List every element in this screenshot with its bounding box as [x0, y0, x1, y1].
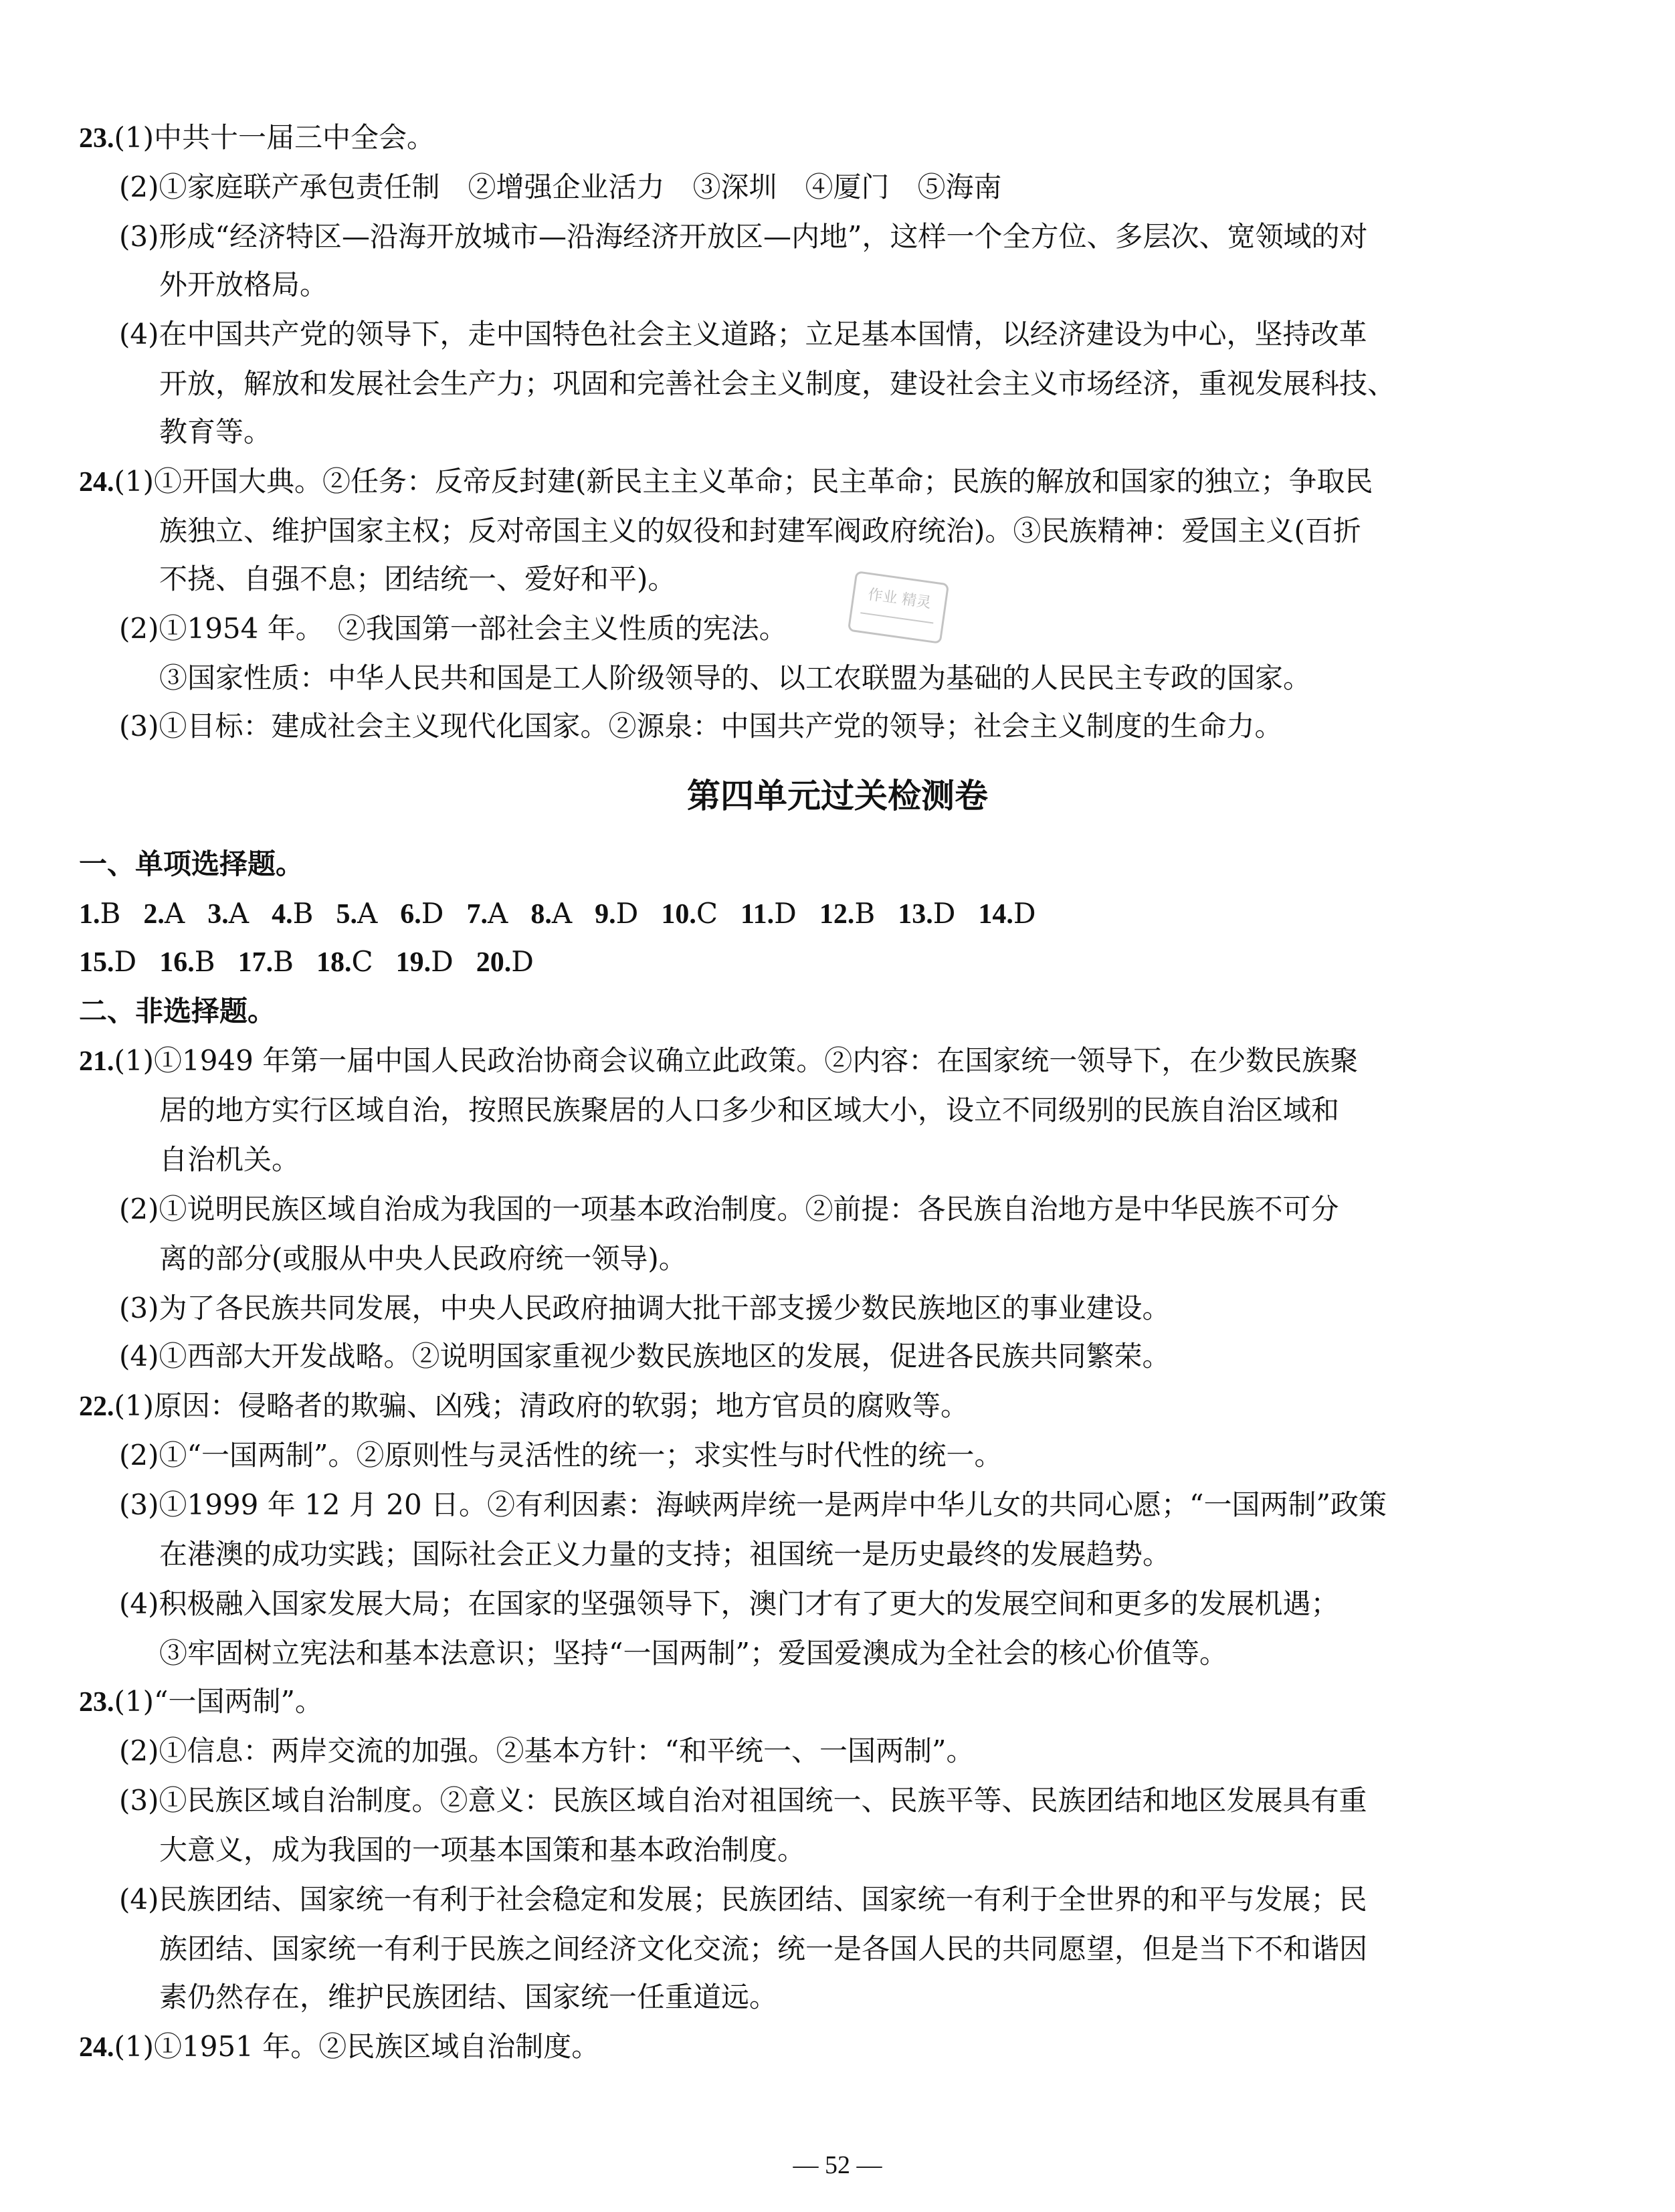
q23-part3: (3)形成“经济特区—沿海开放城市—沿海经济开放区—内地”，这样一个全方位、多层次、宽领域的对 — [119, 220, 1368, 253]
choice-answer — [159, 943, 215, 981]
choice-answer — [336, 895, 377, 933]
choice-answer-letter: A — [357, 897, 378, 930]
choice-answer — [661, 895, 718, 933]
q24-part2-cont: ③国家性质：中华人民共和国是工人阶级领导的、以工农联盟为基础的人民民主专政的国家。 — [159, 662, 1312, 694]
unit-title: 第四单元过关检测卷 — [687, 777, 988, 815]
choice-answer-number: 19. — [395, 947, 431, 978]
u21-part2: (2)①说明民族区域自治成为我国的一项基本政治制度。②前提：各民族自治地方是中华民族不可分 — [119, 1193, 1339, 1225]
choice-answer-number: 5. — [336, 899, 357, 930]
choice-answer — [396, 943, 454, 981]
q23-part4-cont1: 开放，解放和发展社会生产力；巩固和完善社会主义制度，建设社会主义市场经济，重视发展科技、 — [159, 367, 1396, 400]
choice-answer-letter: B — [854, 897, 876, 930]
choice-answer-letter: D — [774, 897, 797, 930]
question-number: 24. — [79, 467, 114, 498]
choice-answer-number: 10. — [661, 899, 696, 930]
q23-part4: (4)在中国共产党的领导下，走中国特色社会主义道路；立足基本国情，以经济建设为中心，坚持改革 — [119, 318, 1367, 350]
choice-answer-letter: D — [511, 945, 534, 978]
u22-part4: (4)积极融入国家发展大局；在国家的坚强领导下，澳门才有了更大的发展空间和更多的发展机遇； — [119, 1587, 1339, 1620]
q24-part1: 24.(1)①开国大典。②任务：反帝反封建(新民主主义革命；民主革命；民族的解放和国家的独立；争取民 — [79, 465, 1373, 498]
question-number: 21. — [79, 1046, 114, 1077]
u24-part1: 24.(1)①1951 年。②民族区域自治制度。 — [79, 2030, 600, 2063]
choice-answer-number: 1. — [79, 899, 100, 930]
choice-answer-letter: D — [431, 945, 454, 978]
choice-answer-number: 12. — [819, 899, 855, 930]
section-single-choice: 一、单项选择题。 — [79, 847, 304, 880]
watermark-stamp-icon — [844, 567, 953, 647]
u23-part4: (4)民族团结、国家统一有利于社会稳定和发展；民族团结、国家统一有利于全世界的和平与发展；民 — [119, 1883, 1367, 1916]
choice-answer — [143, 895, 185, 933]
q23-part4-cont2: 教育等。 — [159, 415, 272, 448]
choice-answer-letter: C — [351, 945, 373, 978]
choice-answer-number: 15. — [79, 947, 114, 978]
choice-answer — [400, 895, 444, 933]
q23-part2: (2)①家庭联产承包责任制 ②增强企业活力 ③深圳 ④厦门 ⑤海南 — [119, 171, 1002, 203]
u22-part3-cont: 在港澳的成功实践；国际社会正义力量的支持；祖国统一是历史最终的发展趋势。 — [159, 1538, 1171, 1571]
question-number: 22. — [79, 1391, 114, 1422]
choice-answer-number: 11. — [740, 899, 775, 930]
section-non-choice: 二、非选择题。 — [79, 995, 276, 1027]
page-number: — 52 — — [793, 2151, 882, 2179]
choice-answer-number: 2. — [143, 899, 165, 930]
choice-answer — [741, 895, 797, 933]
q23-part3-cont: 外开放格局。 — [159, 268, 328, 301]
u23-part1: 23.(1)“一国两制”。 — [79, 1685, 323, 1718]
choice-answer-number: 13. — [898, 899, 933, 930]
u21-part1-cont2: 自治机关。 — [159, 1143, 300, 1176]
u23-part4-cont1: 族团结、国家统一有利于民族之间经济文化交流；统一是各国人民的共同愿望，但是当下不和谐因 — [159, 1932, 1368, 1965]
u21-part1-cont1: 居的地方实行区域自治，按照民族聚居的人口多少和区域大小，设立不同级别的民族自治区域和 — [159, 1094, 1340, 1126]
u22-part2: (2)①“一国两制”。②原则性与灵活性的统一；求实性与时代性的统一。 — [119, 1439, 1003, 1472]
choice-answer-letter: A — [487, 897, 508, 930]
u21-part2-cont: 离的部分(或服从中央人民政府统一领导)。 — [159, 1242, 687, 1275]
choice-answer-number: 4. — [272, 899, 293, 930]
choice-answer-letter: D — [114, 945, 137, 978]
choice-answer-number: 17. — [237, 947, 274, 978]
choice-answer-number: 6. — [400, 899, 421, 930]
u21-part3: (3)为了各民族共同发展，中央人民政府抽调大批干部支援少数民族地区的事业建设。 — [119, 1292, 1171, 1324]
choice-answer — [207, 895, 249, 933]
q24-part3: (3)①目标：建成社会主义现代化国家。②源泉：中国共产党的领导；社会主义制度的生命力。 — [119, 710, 1283, 742]
choice-answer-number: 8. — [530, 899, 552, 930]
choice-answer-letter: D — [932, 897, 956, 930]
u22-part4-cont: ③牢固树立宪法和基本法意识；坚持“一国两制”；爱国爱澳成为全社会的核心价值等。 — [159, 1637, 1227, 1670]
choice-answer-number: 20. — [476, 947, 512, 978]
choice-answer — [595, 895, 638, 933]
choice-answer-letter: B — [194, 945, 215, 978]
choice-answer-letter: B — [273, 945, 294, 978]
choice-answer — [79, 895, 120, 933]
choice-answer-number: 16. — [159, 947, 195, 978]
q23-part1: 23.(1)中共十一届三中全会。 — [79, 121, 435, 154]
u22-part1: 22.(1)原因：侵略者的欺骗、凶残；清政府的软弱；地方官员的腐败等。 — [79, 1389, 969, 1422]
u21-part4: (4)①西部大开发战略。②说明国家重视少数民族地区的发展，促进各民族共同繁荣。 — [119, 1340, 1171, 1373]
choice-answers-row1 — [0, 895, 1675, 933]
choice-answer-number: 7. — [466, 899, 488, 930]
u23-part3-cont: 大意义，成为我国的一项基本国策和基本政治制度。 — [159, 1833, 806, 1866]
choice-answer-letter: A — [551, 897, 573, 930]
svg-text:作业 精灵: 作业 精灵 — [866, 586, 932, 612]
choice-answer — [272, 895, 313, 933]
choice-answer-number: 9. — [595, 899, 616, 930]
choice-answer-letter: A — [228, 897, 250, 930]
question-number: 23. — [79, 1687, 114, 1718]
choice-answer-number: 3. — [207, 899, 229, 930]
u22-part3: (3)①1999 年 12 月 20 日。②有利因素：海峡两岸统一是两岸中华儿女的共同心愿；“一国两制”政策 — [119, 1488, 1387, 1521]
u23-part2: (2)①信息：两岸交流的加强。②基本方针：“和平统一、一国两制”。 — [119, 1734, 975, 1767]
choice-answer — [819, 895, 875, 933]
choice-answers-row2 — [0, 943, 1675, 981]
choice-answer — [238, 943, 294, 981]
choice-answer — [476, 943, 534, 981]
choice-answer — [898, 895, 955, 933]
choice-answer — [316, 943, 373, 981]
choice-answer-number: 14. — [978, 899, 1013, 930]
u21-part1: 21.(1)①1949 年第一届中国人民政治协商会议确立此政策。②内容：在国家统一领导下，在少数民族聚 — [79, 1044, 1359, 1077]
choice-answer-letter: D — [615, 897, 639, 930]
choice-answer — [466, 895, 508, 933]
choice-answer-letter: B — [292, 897, 314, 930]
q24-part2: (2)①1954 年。 ②我国第一部社会主义性质的宪法。 — [119, 612, 787, 645]
question-number: 24. — [79, 2032, 114, 2063]
choice-answer — [530, 895, 572, 933]
choice-answer-letter: D — [421, 897, 444, 930]
u23-part3: (3)①民族区域自治制度。②意义：民族区域自治对祖国统一、民族平等、民族团结和地区发展具有重 — [119, 1784, 1367, 1817]
q24-part1-cont2: 不挠、自强不息；团结统一、爱好和平)。 — [159, 563, 676, 595]
choice-answer — [978, 895, 1036, 933]
question-number: 23. — [79, 123, 114, 154]
choice-answer-letter: B — [100, 897, 121, 930]
choice-answer-letter: D — [1013, 897, 1036, 930]
choice-answer — [79, 943, 136, 981]
choice-answer-letter: A — [164, 897, 185, 930]
q24-part1-cont1: 族独立、维护国家主权；反对帝国主义的奴役和封建军阀政府统治)。③民族精神：爱国主义(百折 — [159, 514, 1361, 547]
choice-answer-number: 18. — [316, 947, 352, 978]
u23-part4-cont2: 素仍然存在，维护民族团结、国家统一任重道远。 — [159, 1981, 778, 2013]
choice-answer-letter: C — [696, 897, 718, 930]
